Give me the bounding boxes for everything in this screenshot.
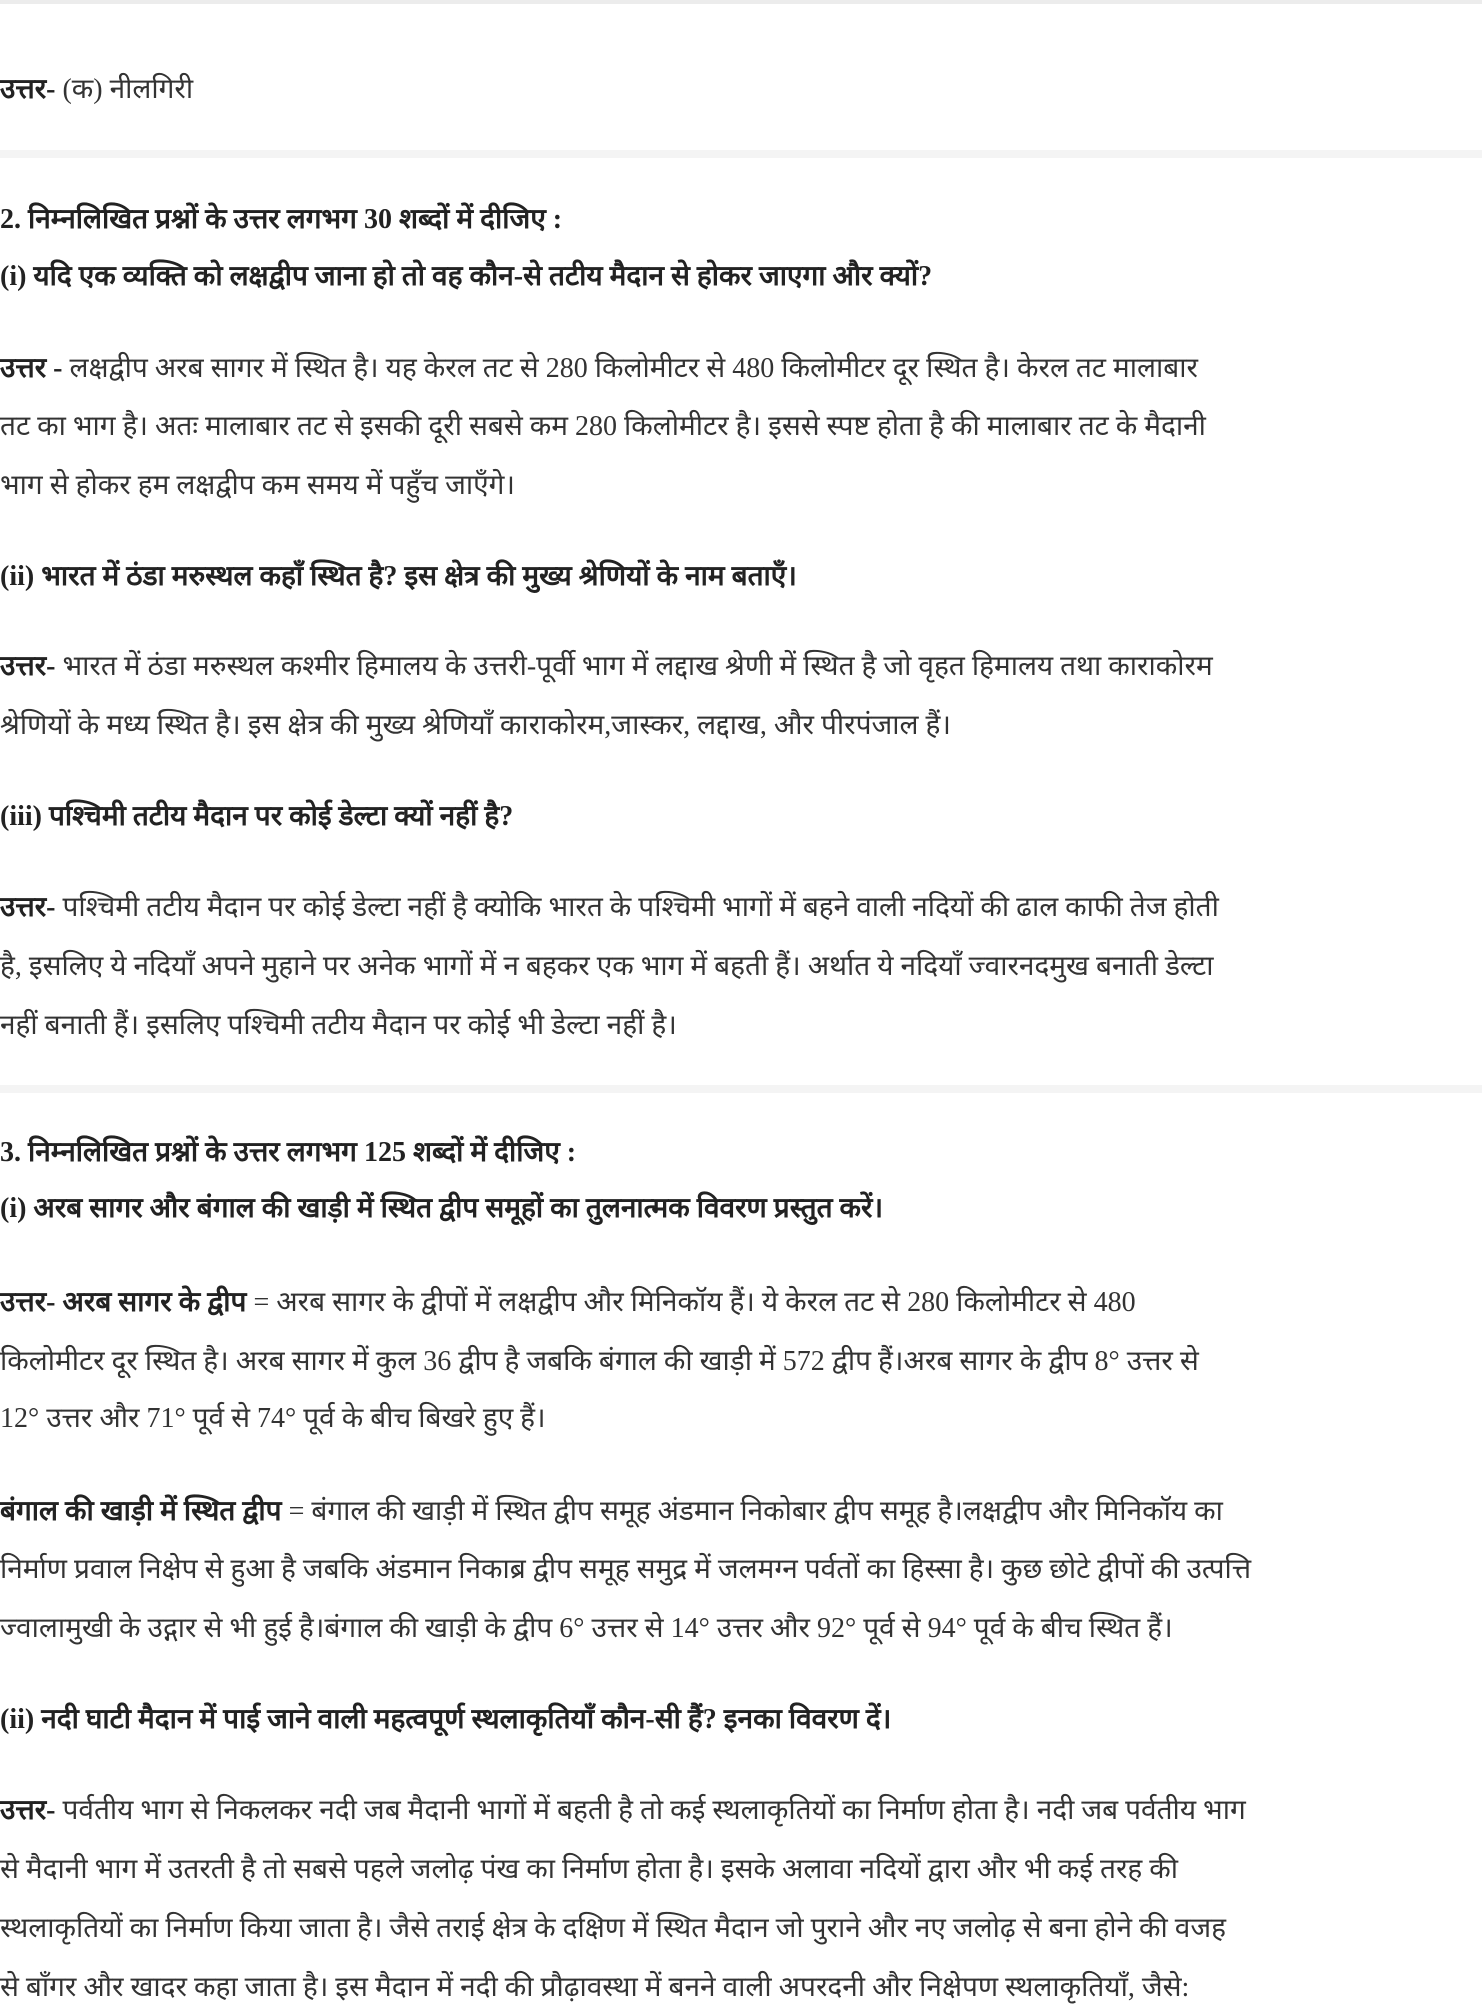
section-3-heading: 3. निम्नलिखित प्रश्नों के उत्तर लगभग 125 शब्दों में दीजिए : [0,1137,577,1168]
answer-2-ii-line: श्रेणियों के मध्य स्थित है। इस क्षेत्र की मुख्य श्रेणियाँ काराकोरम,जास्कर, लद्दाख, और पीरपंजाल हैं। [0,710,951,741]
answer-3-ii-line [0,1793,1246,1829]
answer-label: उत्तर- अरब सागर के द्वीप [0,1287,247,1318]
answer-2-iii-line: है, इसलिए ये नदियाँ अपने मुहाने पर अनेक भागों में न बहकर एक भाग में बहती हैं। अर्थात ये नदियाँ ज्वारनदमुख बनाती डेल्टा [0,951,1214,982]
answer-text: पर्वतीय भाग से निकलकर नदी जब मैदानी भागों में बहती है तो कई स्थलाकृतियों का निर्माण होता है। नदी जब पर्वतीय भाग [55,1795,1246,1826]
section-divider [0,150,1482,158]
answer-3-i-bengal-line [0,1494,1223,1530]
answer-3-ii-line: से बाँगर और खादर कहा जाता है। इस मैदान में नदी की प्रौढ़ावस्था में बनने वाली अपरदनी और निक्षेपण स्थलाकृतियाँ, जैसे: [0,1972,1190,2003]
answer-3-i-bengal-line: निर्माण प्रवाल निक्षेप से हुआ है जबकि अंडमान निकाब्र द्वीप समूह समुद्र में जलमग्न पर्वतों का हिस्सा है। कुछ छोटे द्वीपों की उत्पत्ति [0,1554,1252,1585]
answer-2-i-line: तट का भाग है। अतः मालाबार तट से इसकी दूरी सबसे कम 280 किलोमीटर है। इससे स्पष्ट होता है की मालाबार तट के मैदानी [0,411,1206,442]
section-divider [0,1085,1482,1093]
answer-2-i-line [0,351,1198,387]
answer-3-i-bengal-line: ज्वालामुखी के उद्गार से भी हुई है।बंगाल की खाड़ी के द्वीप 6° उत्तर से 14° उत्तर और 92° पूर्व से 94° पूर्व के बीच स्थित हैं। [0,1613,1173,1644]
answer-label: उत्तर- [0,651,56,682]
answer-label: उत्तर - [0,353,63,384]
answer-3-i-line: किलोमीटर दूर स्थित है। अरब सागर में कुल 36 द्वीप है जबकि बंगाल की खाड़ी में 572 द्वीप हैं।अरब सागर के द्वीप 8° उत्तर से [0,1346,1199,1377]
top-divider [0,0,1482,4]
question-2-i: (i) यदि एक व्यक्ति को लक्षद्वीप जाना हो तो वह कौन-से तटीय मैदान से होकर जाएगा और क्यों? [0,261,933,292]
answer-3-i-line [0,1285,1136,1321]
answer-text: = बंगाल की खाड़ी में स्थित द्वीप समूह अंडमान निकोबार द्वीप समूह है।लक्षद्वीप और मिनिकॉय का [281,1496,1223,1527]
answer-text: पश्चिमी तटीय मैदान पर कोई डेल्टा नहीं है क्योकि भारत के पश्चिमी भागों में बहने वाली नदियों की ढाल काफी तेज होती [55,892,1219,923]
question-3-i: (i) अरब सागर और बंगाल की खाड़ी में स्थित द्वीप समूहों का तुलनात्मक विवरण प्रस्तुत करें। [0,1193,884,1224]
section-2-heading: 2. निम्नलिखित प्रश्नों के उत्तर लगभग 30 शब्दों में दीजिए : [0,204,563,235]
question-2-iii: (iii) पश्चिमी तटीय मैदान पर कोई डेल्टा क्यों नहीं है? [0,801,514,832]
question-3-ii: (ii) नदी घाटी मैदान में पाई जाने वाली महत्वपूर्ण स्थलाकृतियाँ कौन-सी हैं? इनका विवरण दें। [0,1704,892,1735]
answer-3-i-line: 12° उत्तर और 71° पूर्व से 74° पूर्व के बीच बिखरे हुए हैं। [0,1403,546,1434]
question-2-ii: (ii) भारत में ठंडा मरुस्थल कहाँ स्थित है? इस क्षेत्र की मुख्य श्रेणियों के नाम बताएँ। [0,561,797,592]
answer-2-i-line: भाग से होकर हम लक्षद्वीप कम समय में पहुँच जाएँगे। [0,470,515,501]
answer-label: उत्तर- [0,74,56,105]
answer-2-iii-line: नहीं बनाती हैं। इसलिए पश्चिमी तटीय मैदान पर कोई भी डेल्टा नहीं है। [0,1010,677,1041]
answer-text: (क) नीलगिरी [55,74,194,105]
answer-3-ii-line: स्थलाकृतियों का निर्माण किया जाता है। जैसे तराई क्षेत्र के दक्षिण में स्थित मैदान जो पुराने और नए जलोढ़ से बना होने की वजह [0,1913,1227,1944]
answer-text: भारत में ठंडा मरुस्थल कश्मीर हिमालय के उत्तरी-पूर्वी भाग में लद्दाख श्रेणी में स्थित है जो वृहत हिमालय तथा काराकोरम [55,651,1213,682]
answer-2-iii-line [0,890,1219,926]
answer-1 [0,72,193,108]
answer-2-ii-line [0,649,1213,685]
answer-label: उत्तर- [0,1795,56,1826]
answer-text: = अरब सागर के द्वीपों में लक्षद्वीप और मिनिकॉय हैं। ये केरल तट से 280 किलोमीटर से 480 [246,1287,1136,1318]
answer-label: उत्तर- [0,892,56,923]
answer-text: लक्षद्वीप अरब सागर में स्थित है। यह केरल तट से 280 किलोमीटर से 480 किलोमीटर दूर स्थित है। केरल तट मालाबार [62,353,1198,384]
answer-label: बंगाल की खाड़ी में स्थित द्वीप [0,1496,282,1527]
answer-3-ii-line: से मैदानी भाग में उतरती है तो सबसे पहले जलोढ़ पंख का निर्माण होता है। इसके अलावा नदियों द्वारा और भी कई तरह की [0,1854,1179,1885]
